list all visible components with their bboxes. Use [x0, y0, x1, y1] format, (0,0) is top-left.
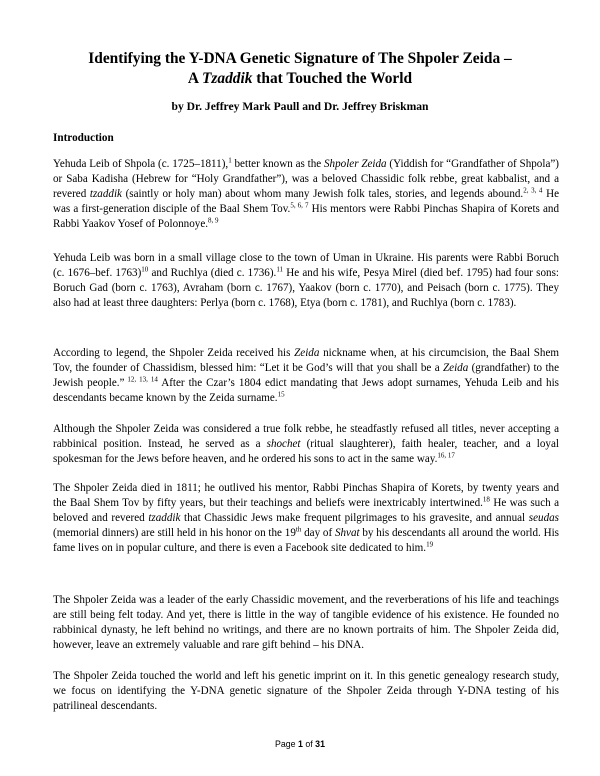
text-run: He was such a beloved and revered — [53, 497, 559, 525]
text-run: According to legend, the Shpoler Zeida received his — [53, 347, 295, 359]
footnote-ref[interactable]: 12, 13, 14 — [124, 375, 158, 384]
page-label: Page — [275, 739, 299, 749]
text-run: day of — [301, 527, 335, 540]
paragraph-3 — [53, 346, 559, 406]
title-italic-word: Tzaddik — [202, 70, 253, 87]
italic-term: Zeida — [442, 362, 469, 375]
paragraph-5 — [53, 481, 559, 556]
paragraph-7 — [53, 669, 559, 714]
footnote-ref[interactable]: 5, 6, 7 — [290, 201, 309, 210]
title-line-1: Identifying the Y-DNA Genetic Signature of The Shpoler Zeida – — [88, 50, 512, 67]
italic-term: Shvat — [334, 527, 360, 540]
section-heading: Introduction — [53, 132, 114, 144]
text-run: He and his wife, Pesya Mirel (died bef. 1795) had four sons: Boruch Gad (born c. 1763), Avraham (born c. 1767), Yaakov (born c. 1770), and Peisach (born c. 1775). They also had at least three daughters: Perlya (born c. 1768), Etya (born c. 1781), and Ruchlya (born c. 1783). — [53, 267, 559, 310]
footnote-ref[interactable]: 1 — [228, 156, 232, 165]
text-run: (memorial dinners) are still held in his honor on the 19 — [53, 527, 296, 540]
page-footer — [0, 738, 600, 750]
text-run: nickname when, at his circumcision, the Baal Shem Tov, the founder of Chassidism, blessed him: “Let it be God’s will that you shall be a — [53, 347, 559, 375]
text-run: The Shpoler Zeida touched the world and left his genetic imprint on it. In this genetic genealogy research study, we focus on identifying the Y-DNA genetic signature of the Shpoler Zeida through Y-DNA testing of his patrilineal descendants. — [53, 670, 559, 713]
paragraph-1 — [53, 157, 559, 232]
footnote-ref[interactable]: 10 — [141, 265, 149, 274]
paragraph-4 — [53, 422, 559, 467]
paragraph-6 — [53, 593, 559, 653]
text-run: (ritual slaughterer), faith healer, teacher, and a loyal spokesman for the Jews before heaven, and he ordered his sons to act in the same way. — [53, 438, 559, 466]
italic-term: Zeida — [294, 347, 320, 359]
text-run: He was a first-generation disciple of the Baal Shem Tov. — [53, 188, 560, 216]
page-total: 31 — [315, 739, 325, 749]
footnote-ref[interactable]: 18 — [482, 495, 490, 504]
text-run: better known as the — [231, 158, 324, 170]
footnote-ref[interactable]: 2, 3, 4 — [523, 186, 543, 195]
text-run: His mentors were Rabbi Pinchas Shapira of Korets and Rabbi Yaakov Yosef of Polonnoye. — [53, 203, 560, 231]
text-run: After the Czar’s 1804 edict mandating that Jews adopt surnames, Yehuda Leib and his descendants became known by the Zeida surname. — [53, 377, 559, 405]
title-line-2-end: that Touched the World — [252, 70, 413, 87]
title-line-2 — [40, 69, 560, 89]
document-title — [40, 49, 560, 89]
text-run: Yehuda Leib of Shpola (c. 1725–1811), — [53, 158, 229, 170]
footnote-ref[interactable]: 16, 17 — [437, 451, 455, 460]
paragraph-2 — [53, 251, 559, 311]
footnote-ref[interactable]: 15 — [277, 390, 285, 399]
title-line-2-start: A — [187, 70, 202, 87]
text-run: The Shpoler Zeida was a leader of the early Chassidic movement, and the reverberations of his life and teachings are still being felt today. And yet, there is little in the way of tangible evidence of his existence. He founded no rabbinical dynasty, he left behind no writings, and there are no known portraits of him. The Shpoler Zeida did, however, leave an extremely valuable and rare gift behind – his DNA. — [53, 594, 559, 652]
footnote-ref[interactable]: 19 — [426, 540, 434, 549]
page-of-label: of — [302, 739, 316, 749]
italic-term: tzaddik — [148, 512, 181, 525]
text-run: The Shpoler Zeida died in 1811; he outlived his mentor, Rabbi Pinchas Shapira of Korets, by twenty years and the Baal Shem Tov by fifty years, but their teachings and beliefs were inextricably intertwined. — [53, 482, 559, 510]
ordinal-suffix: th — [295, 525, 302, 534]
text-run: (Yiddish for “Grandfather of Shpola”) or Saba Kadisha (Hebrew for “Holy Grandfather”), was a beloved Chassidic folk rebbe, great kabbalist, and a revered — [53, 158, 559, 201]
italic-term: seudas — [528, 512, 559, 525]
text-run: and Ruchlya (died c. 1736). — [148, 267, 277, 280]
footnote-ref[interactable]: 8, 9 — [208, 216, 219, 225]
text-run: (saintly or holy man) about whom many Jewish folk tales, stories, and legends abound. — [121, 188, 524, 201]
page-number: 1 — [298, 739, 303, 749]
text-run: by his descendants all around the world. His fame lives on in popular culture, and there is even a Facebook site dedicated to him. — [53, 527, 560, 555]
text-run: (grandfather) to the Jewish people.” — [53, 362, 559, 390]
footnote-ref[interactable]: 11 — [276, 265, 284, 274]
italic-term: Shpoler Zeida — [324, 158, 387, 170]
text-run: Although the Shpoler Zeida was considered a true folk rebbe, he steadfastly refused all titles, never accepting a rabbinical position. Instead, he served as a — [53, 423, 559, 451]
text-run: Yehuda Leib was born in a small village close to the town of Uman in Ukraine. His parents were Rabbi Boruch (c. 1676–bef. 1763) — [53, 252, 559, 280]
text-run: that Chassidic Jews make frequent pilgrimages to his gravesite, and annual — [180, 512, 529, 525]
italic-term: shochet — [266, 438, 301, 451]
authors-byline: by Dr. Jeffrey Mark Paull and Dr. Jeffrey Briskman — [171, 100, 429, 113]
italic-term: tzaddik — [89, 188, 122, 201]
